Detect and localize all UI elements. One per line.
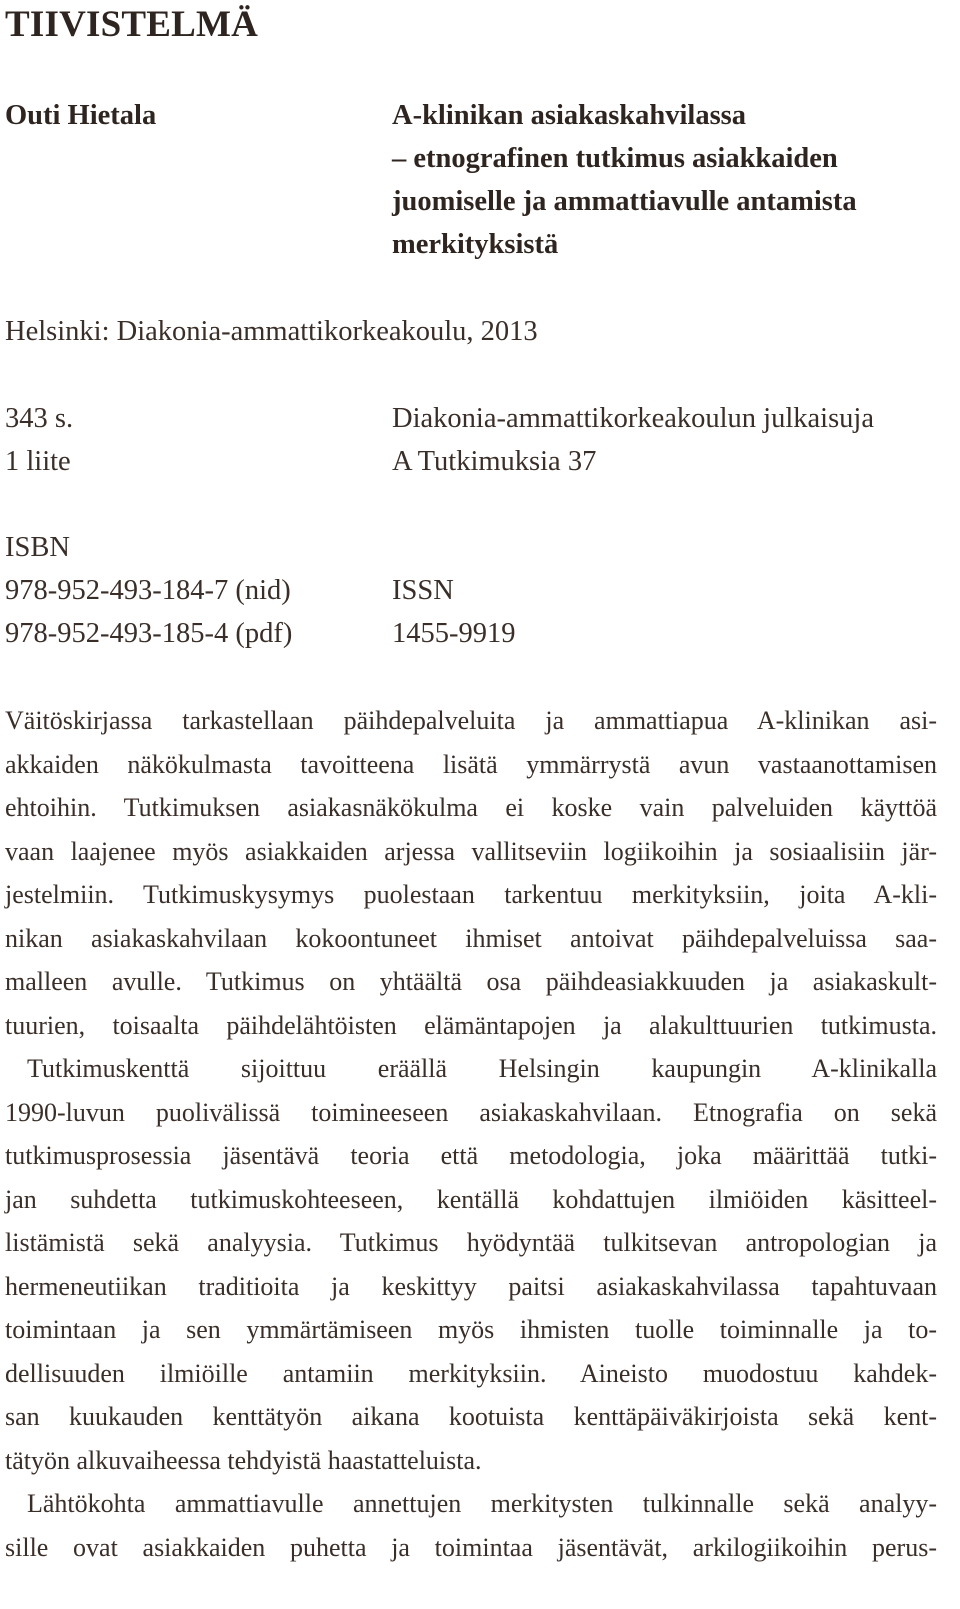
publisher-info: Helsinki: Diakonia-ammattikorkeakoulu, 2013 xyxy=(5,316,538,347)
title-line: merkityksistä xyxy=(392,229,559,260)
abstract-line: Tutkimuskenttä sijoittuu eräällä Helsingin kaupungin A-klinikalla xyxy=(27,1054,937,1083)
title-line: juomiselle ja ammattiavulle antamista xyxy=(392,186,857,217)
author-name: Outi Hietala xyxy=(5,100,157,131)
issn-label: ISSN xyxy=(392,575,454,606)
abstract-line: listämistä sekä analyysia. Tutkimus hyödyntää tulkitsevan antropologian ja xyxy=(5,1228,937,1257)
page-count: 343 s. xyxy=(5,403,74,434)
isbn-label: ISBN xyxy=(5,532,70,563)
abstract-line: san kuukauden kenttätyön aikana kootuista kenttäpäiväkirjoista sekä kent- xyxy=(5,1402,937,1431)
isbn-pdf: 978-952-493-185-4 (pdf) xyxy=(5,618,293,649)
abstract-line: tuurien, toisaalta päihdelähtöisten elämäntapojen ja alakulttuurien tutkimusta. xyxy=(5,1010,937,1040)
abstract-line: tätyön alkuvaiheessa tehdyistä haastatteluista. xyxy=(5,1445,482,1475)
abstract-line: Väitöskirjassa tarkastellaan päihdepalveluita ja ammattiapua A-klinikan asi- xyxy=(5,706,937,735)
series-name: Diakonia-ammattikorkeakoulun julkaisuja xyxy=(392,403,874,434)
abstract-line: nikan asiakaskahvilaan kokoontuneet ihmiset antoivat päihdepalveluissa saa- xyxy=(5,923,937,953)
title-line: A-klinikan asiakaskahvilassa xyxy=(392,100,747,131)
page-title: TIIVISTELMÄ xyxy=(5,4,259,45)
abstract-line: jestelmiin. Tutkimuskysymys puolestaan tarkentuu merkityksiin, joita A-kli- xyxy=(5,880,937,909)
issn-number: 1455-9919 xyxy=(392,618,516,649)
document-page xyxy=(5,0,937,1609)
publication-title xyxy=(392,94,937,266)
series-number: A Tutkimuksia 37 xyxy=(392,446,597,477)
abstract-line: toimintaan ja sen ymmärtämiseen myös ihmisten tuolle toiminnalle ja to- xyxy=(5,1315,937,1344)
abstract-line: Lähtökohta ammattiavulle annettujen merkitysten tulkinnalle sekä analyy- xyxy=(27,1489,937,1518)
abstract-line: akkaiden näkökulmasta tavoitteena lisätä ymmärrystä avun vastaanottamisen xyxy=(5,749,937,779)
abstract-line: dellisuuden ilmiöille antamiin merkityksiin. Aineisto muodostuu kahdek- xyxy=(5,1358,937,1388)
abstract-line: vaan laajenee myös asiakkaiden arjessa vallitseviin logiikoihin ja sosiaalisiin jär- xyxy=(5,836,937,866)
abstract-line: 1990-luvun puolivälissä toimineeseen asiakaskahvilaan. Etnografia on sekä xyxy=(5,1097,937,1127)
abstract-line: jan suhdetta tutkimuskohteeseen, kentällä kohdattujen ilmiöiden käsitteel- xyxy=(5,1184,937,1214)
isbn-print: 978-952-493-184-7 (nid) xyxy=(5,575,291,606)
abstract-line: sille ovat asiakkaiden puhetta ja toimintaa jäsentävät, arkilogiikoihin perus- xyxy=(5,1532,937,1562)
appendix-count: 1 liite xyxy=(5,446,71,477)
abstract-line: tutkimusprosessia jäsentävä teoria että metodologia, joka määrittää tutki- xyxy=(5,1141,937,1170)
abstract-line: malleen avulle. Tutkimus on yhtäältä osa päihdeasiakkuuden ja asiakaskult- xyxy=(5,967,937,996)
title-line: – etnografinen tutkimus asiakkaiden xyxy=(392,143,838,174)
abstract-line: hermeneutiikan traditioita ja keskittyy paitsi asiakaskahvilassa tapahtuvaan xyxy=(5,1271,937,1301)
abstract-text xyxy=(5,699,937,1569)
abstract-line: ehtoihin. Tutkimuksen asiakasnäkökulma ei koske vain palveluiden käyttöä xyxy=(5,793,937,822)
